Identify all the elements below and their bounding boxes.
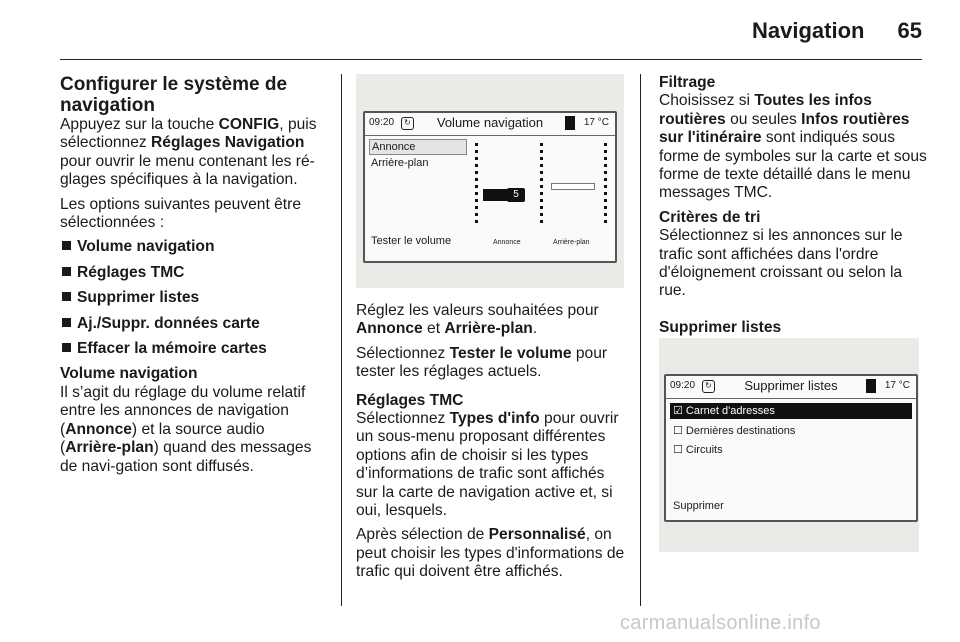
- criteres-title: Critères de tri: [659, 208, 761, 226]
- text: sont indiqués sous forme de symboles sur la carte et sous forme de texte détaillé dans le menu messages TMC.: [659, 129, 927, 202]
- weather-icon: [565, 116, 575, 130]
- screen-status-bar: [666, 376, 916, 399]
- menu-item-tester-volume[interactable]: Tester le volume: [371, 235, 452, 247]
- list-item-carnet-adresses[interactable]: ☑ Carnet d'adresses: [670, 403, 912, 419]
- text: .: [532, 320, 538, 338]
- display-screen: [664, 374, 918, 522]
- intro-text-2: , puis sélectionnez: [60, 116, 317, 152]
- supprimer-listes-screen-figure: [659, 338, 919, 552]
- intro-text-1: Appuyez sur la touche: [60, 116, 219, 133]
- header-rule: [60, 59, 922, 60]
- slider-track-arriere: [604, 143, 607, 227]
- volnav-text-3: ) quand des messages de navi-gation sont diffusés.: [60, 439, 312, 475]
- text: Sélectionnez: [356, 410, 450, 428]
- text: ou seules: [725, 110, 802, 128]
- volume-slider-arriere[interactable]: [551, 183, 595, 190]
- text: et: [422, 320, 445, 338]
- infos-itineraire-label: Infos routières sur l'itinéraire: [659, 110, 910, 147]
- intro-paragraph: [60, 116, 328, 190]
- volume-navigation-screen-figure: [356, 74, 624, 288]
- annonce-label: Annonce: [356, 320, 423, 338]
- slider-track-annonce: [475, 143, 478, 227]
- list-item-circuits[interactable]: ☐ Circuits: [673, 444, 723, 456]
- arriere-plan-label: Arrière-plan: [65, 439, 154, 457]
- filtrage-paragraph: [659, 92, 927, 202]
- slider-track-middle: [540, 143, 543, 227]
- section-title: Configurer le système de navigation: [60, 74, 288, 116]
- option-label: Volume navigation: [77, 238, 215, 256]
- annonce-label: Annonce: [65, 420, 132, 438]
- col2-paragraph-2: [356, 345, 628, 382]
- list-item: [60, 238, 328, 256]
- column-2: [356, 302, 628, 588]
- filtrage-title: Filtrage: [659, 74, 716, 91]
- arriere-plan-label: Arrière-plan: [444, 320, 533, 338]
- text: Choisissez si: [659, 92, 755, 110]
- temperature: 17 °C: [884, 380, 910, 391]
- column-divider: [640, 74, 641, 606]
- volnav-title: Volume navigation: [60, 365, 198, 383]
- volnav-text-2: ) et la source audio (: [60, 420, 265, 457]
- volume-value: 5: [507, 188, 525, 202]
- list-item: [60, 340, 328, 358]
- volnav-paragraph: [60, 384, 328, 476]
- screen-title: Volume navigation: [436, 115, 544, 130]
- intro-text-3: pour ouvrir le menu contenant les ré-glages spécifiques à la navigation.: [60, 152, 315, 189]
- temperature: 17 °C: [583, 117, 609, 128]
- menu-item-arriere-plan[interactable]: Arrière-plan: [371, 157, 429, 169]
- config-key: CONFIG: [218, 116, 280, 133]
- header-title: Navigation: [752, 18, 865, 43]
- volnav-text-1: Il s’agit du réglage du volume relatif entre les annonces de navigation (: [60, 383, 306, 438]
- bullet-icon: [62, 318, 71, 327]
- supprimer-title: Supprimer listes: [659, 318, 782, 336]
- clock: 09:20: [369, 117, 395, 128]
- watermark: carmanualsonline.info: [620, 612, 821, 634]
- column-1: [60, 74, 328, 482]
- display-screen: [363, 111, 617, 263]
- list-item: [60, 289, 328, 307]
- menu-item-annonce[interactable]: Annonce: [369, 139, 467, 155]
- list-item: [60, 315, 328, 333]
- personnalise-label: Personnalisé: [488, 526, 586, 544]
- text: Après sélection de: [356, 526, 489, 544]
- sync-icon: ↻: [702, 380, 715, 393]
- option-label: Aj./Suppr. données carte: [77, 314, 260, 332]
- toutes-infos-label: Toutes les infos routières: [659, 92, 872, 128]
- bullet-icon: [62, 241, 71, 250]
- bullet-icon: [62, 343, 71, 352]
- text: , on peut choisir les types d'informations de trafic qui doivent être affichés.: [356, 526, 625, 581]
- slider-label-annonce: Annonce: [493, 239, 521, 246]
- bullet-icon: [62, 292, 71, 301]
- reglages-navigation-label: Réglages Navigation: [151, 134, 305, 152]
- tmc-paragraph-2: [356, 526, 628, 581]
- column-divider: [341, 74, 342, 606]
- text: Réglez les valeurs souhaitées pour: [356, 302, 599, 319]
- text: pour ouvrir un sous-menu proposant différentes options afin de choisir si les types d’informations de trafic sont affichés sur la carte de navigation active et, si oui, lesquels.: [356, 410, 619, 520]
- screen-title: Supprimer listes: [744, 378, 838, 393]
- page-number: 65: [897, 18, 922, 43]
- weather-icon: [866, 379, 876, 393]
- bullet-icon: [62, 267, 71, 276]
- tester-volume-label: Tester le volume: [449, 344, 572, 362]
- types-info-label: Types d'info: [449, 410, 540, 428]
- list-item: [60, 264, 328, 282]
- text: Sélectionnez: [356, 344, 450, 362]
- page-header: [0, 0, 960, 62]
- clock: 09:20: [670, 380, 696, 391]
- option-label: Supprimer listes: [77, 289, 200, 307]
- supprimer-button[interactable]: Supprimer: [673, 500, 724, 512]
- options-list: [60, 238, 328, 358]
- column-3: [659, 74, 927, 337]
- option-label: Effacer la mémoire cartes: [77, 340, 267, 358]
- tmc-title: Réglages TMC: [356, 391, 464, 409]
- col2-paragraph-1: [356, 302, 628, 339]
- screen-status-bar: [365, 113, 615, 136]
- options-intro: Les options suivantes peuvent être sélectionnées :: [60, 195, 301, 232]
- criteres-paragraph: Sélectionnez si les annonces sur le trafic sont affichées dans l'ordre d'éloignement croissant ou selon la rue.: [659, 227, 903, 300]
- option-label: Réglages TMC: [77, 263, 185, 281]
- list-item-dernieres-destinations[interactable]: ☐ Dernières destinations: [673, 425, 796, 437]
- text: pour tester les réglages actuels.: [356, 344, 608, 381]
- sync-icon: ↻: [401, 117, 414, 130]
- slider-label-arriere: Arrière-plan: [553, 239, 590, 246]
- tmc-paragraph-1: [356, 410, 628, 520]
